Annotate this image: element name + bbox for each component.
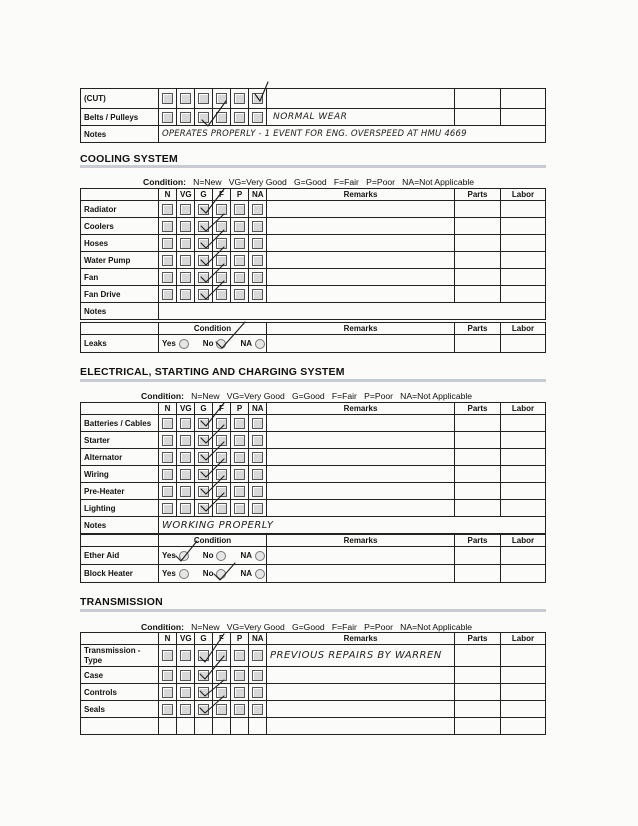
row-label: Wiring	[81, 466, 159, 483]
checkmark	[201, 214, 224, 231]
electrical-notes[interactable]: WORKING PROPERLY	[159, 517, 546, 534]
na-label: NA	[240, 338, 253, 348]
col-f: F	[213, 633, 231, 645]
transmission-title: TRANSMISSION	[80, 596, 163, 608]
col-na: NA	[249, 403, 267, 415]
col-n: N	[159, 633, 177, 645]
col-labor: Labor	[501, 403, 546, 415]
col-n: N	[159, 189, 177, 201]
col-remarks: Remarks	[267, 189, 455, 201]
col-remarks: Remarks	[267, 403, 455, 415]
col-remarks: Remarks	[267, 535, 455, 547]
row-label: Water Pump	[81, 252, 159, 269]
row-label: Fan Drive	[81, 286, 159, 303]
block-heater-label: Block Heater	[81, 565, 159, 583]
cooling-title: COOLING SYSTEM	[80, 153, 178, 165]
checkmark	[255, 82, 268, 101]
checkmark	[200, 680, 224, 696]
cooling-legend: Condition: N=New VG=Very Good G=Good F=Fair P=Poor NA=Not Applicable	[143, 177, 475, 187]
checkmark	[201, 493, 224, 511]
row-label: Starter	[81, 432, 159, 449]
checkmark	[176, 541, 197, 561]
col-parts: Parts	[455, 403, 501, 415]
row-label: Radiator	[81, 201, 159, 218]
row-label: Controls	[81, 684, 159, 701]
col-g: G	[195, 633, 213, 645]
row-label: Hoses	[81, 235, 159, 252]
checkmark	[201, 442, 224, 460]
checkmark	[216, 322, 245, 348]
col-p: P	[231, 403, 249, 415]
row-label: Pre-Heater	[81, 483, 159, 500]
electrical-title: ELECTRICAL, STARTING AND CHARGING SYSTEM	[80, 366, 345, 378]
belts-pulleys-label: Belts / Pulleys	[81, 109, 159, 126]
col-condition: Condition	[159, 535, 267, 547]
row-label: Transmission - Type	[81, 645, 159, 667]
row-label: Alternator	[81, 449, 159, 466]
checkmark	[202, 101, 226, 126]
transmission-legend: Condition: N=New VG=Very Good G=Good F=Fair P=Poor NA=Not Applicable	[141, 622, 473, 632]
no-label: No	[202, 550, 214, 560]
checkmark	[200, 634, 224, 662]
no-label: No	[202, 338, 214, 348]
col-na: NA	[249, 189, 267, 201]
checkmark	[201, 264, 224, 282]
checkmark	[201, 476, 224, 494]
col-parts: Parts	[455, 189, 501, 201]
col-f: F	[213, 189, 231, 201]
col-f: F	[213, 403, 231, 415]
col-g: G	[195, 189, 213, 201]
col-condition: Condition	[159, 323, 267, 335]
row-label: Lighting	[81, 500, 159, 517]
belts-remark[interactable]: NORMAL WEAR	[267, 109, 455, 126]
yes-label: Yes	[162, 338, 176, 348]
notes-label: Notes	[81, 126, 159, 143]
col-labor: Labor	[501, 323, 546, 335]
checkmark	[201, 281, 224, 299]
ether-aid-label: Ether Aid	[81, 547, 159, 565]
col-vg: VG	[177, 403, 195, 415]
na-label: NA	[240, 550, 253, 560]
yes-label: Yes	[162, 550, 176, 560]
checkmark	[200, 696, 224, 713]
checkmark	[201, 403, 224, 426]
yes-label: Yes	[162, 568, 176, 578]
col-n: N	[159, 403, 177, 415]
leaks-label: Leaks	[81, 335, 159, 353]
col-g: G	[195, 403, 213, 415]
col-parts: Parts	[455, 535, 501, 547]
col-p: P	[231, 633, 249, 645]
checkmark	[200, 656, 224, 679]
col-parts: Parts	[455, 323, 501, 335]
col-labor: Labor	[501, 633, 546, 645]
row-label: Batteries / Cables	[81, 415, 159, 432]
checkmark	[201, 425, 224, 443]
notes-label: Notes	[81, 517, 159, 534]
notes-label: Notes	[81, 303, 159, 320]
col-remarks: Remarks	[267, 323, 455, 335]
col-p: P	[231, 189, 249, 201]
no-label: No	[202, 568, 214, 578]
checkmark	[201, 247, 224, 265]
checkmark	[201, 230, 224, 248]
row-label: Seals	[81, 701, 159, 718]
na-label: NA	[240, 568, 253, 578]
col-remarks: Remarks	[267, 633, 455, 645]
col-na: NA	[249, 633, 267, 645]
type-remark[interactable]: PREVIOUS REPAIRS BY WARREN	[267, 645, 455, 667]
col-vg: VG	[177, 189, 195, 201]
checkmark	[214, 563, 235, 580]
checkmark	[201, 459, 224, 477]
top-notes-text[interactable]: OPERATES PROPERLY - 1 EVENT FOR ENG. OVERSPEED AT HMU 4669	[159, 126, 546, 143]
electrical-legend: Condition: N=New VG=Very Good G=Good F=Fair P=Poor NA=Not Applicable	[141, 391, 473, 401]
col-labor: Labor	[501, 535, 546, 547]
col-parts: Parts	[455, 633, 501, 645]
checkmark	[201, 189, 224, 213]
row-label: Coolers	[81, 218, 159, 235]
col-labor: Labor	[501, 189, 546, 201]
row-label: Fan	[81, 269, 159, 286]
col-vg: VG	[177, 633, 195, 645]
row-label: Case	[81, 667, 159, 684]
cut-label: (CUT)	[81, 89, 159, 109]
